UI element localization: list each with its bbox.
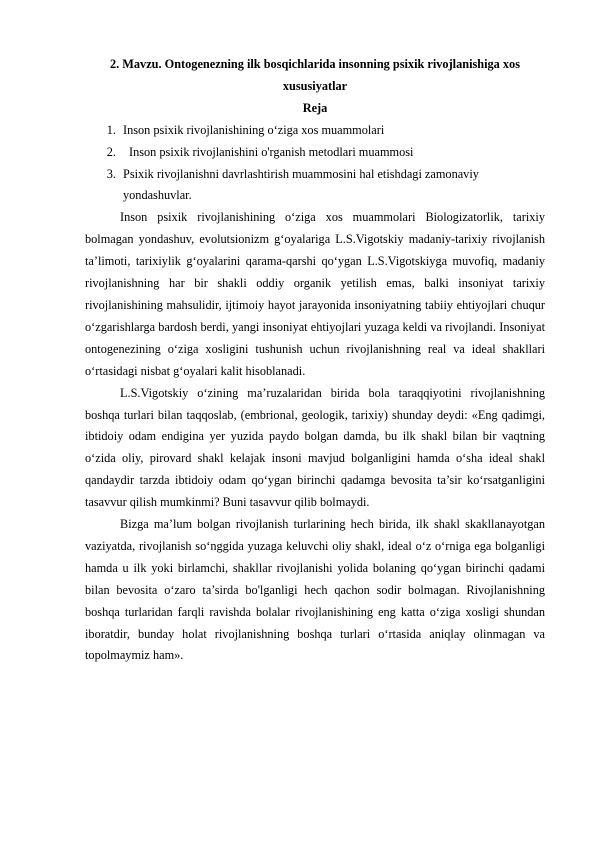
body-paragraph: Inson psixik rivojlanishining o‘ziga xos muammolari Biologizatorlik, tarixiy bolmagan yondashuv, evolutsionizm g‘oyalariga L.S.Vigotskiy madaniy-tarixiy rivojlanish ta’limoti, tarixiylik g‘oyalarini qarama-qarshi qo‘ygan L.S.Vigotskiyga muvofiq, madaniy rivojlanishning har bir shakli oddiy organik yetilish emas, balki insoniyat tarixiy rivojlanishining mahsulidir, ijtimoiy hayot jarayonida insoniyatning tabiiy ehtiyojlari chuqur o‘zgarishlarga bardosh berdi, yangi insoniyat ehtiyojlari yuzaga keldi va rivojlandi. Insoniyat ontogenezining o‘ziga xosligini tushunish uchun rivojlanishning real va ideal shakllari o‘rtasidagi nisbat g‘oyalari kalit hisoblanadi. bbox=[85, 210, 545, 378]
plan-list bbox=[85, 120, 545, 208]
plan-heading: Reja bbox=[302, 100, 328, 115]
plan-item: 1. Inson psixik rivojlanishining o‘ziga xos muammolari bbox=[119, 120, 545, 142]
plan-item: 2. Inson psixik rivojlanishini o'rganish metodlari muammosi bbox=[119, 142, 545, 164]
body-paragraph: Bizga ma’lum bolgan rivojlanish turlarining hech birida, ilk shakl skakllanayotgan vaziyatda, rivojlanish so‘nggida yuzaga keluvchi oliy shakl, ideal o‘z o‘rniga ega bolganligi hamda u ilk yoki birlamchi, shakllar rivojlanishi yolida bolaning qo‘ygan birinchi qadami bilan bevosita o‘zaro ta’sirda bo'lganligi hech qachon sodir bolmagan. Rivojlanishning boshqa turlaridan farqli ravishda bolalar rivojlanishining eng katta o‘ziga xosligi shundan iboratdir, bunday holat rivojlanishning boshqa turlari o‘rtasida aniqlay olinmagan va topolmaymiz ham». bbox=[85, 517, 545, 663]
body-paragraph: L.S.Vigotskiy o‘zining ma’ruzalaridan birida bola taraqqiyotini rivojlanishning boshqa turlari bilan taqqoslab, (embrional, geologik, tarixiy) shunday deydi: «Eng qadimgi, ibtidoiy odam endigina yer yuzida paydo bolgan damda, bu ilk shakl bilan bir vaqtning o‘zida oliy, pirovard shakl kelajak insoni mavjud bolganligini hamda o‘sha ideal shakl qandaydir tarzda ibtidoiy odam qo‘ygan birinchi qadamga bevosita ta’sir ko‘rsatganligini tasavvur qilish mumkinmi? Buni tasavvur qilib bolmaydi. bbox=[85, 385, 545, 510]
document-title: 2. Mavzu. Ontogenezning ilk bosqichlarida insonning psixik rivojlanishiga xos xususiyatlar bbox=[110, 57, 520, 93]
plan-item: 3. Psixik rivojlanishni davrlashtirish muammosini hal etishdagi zamonaviy yondashuvlar. bbox=[119, 164, 545, 208]
document-page bbox=[85, 54, 545, 667]
